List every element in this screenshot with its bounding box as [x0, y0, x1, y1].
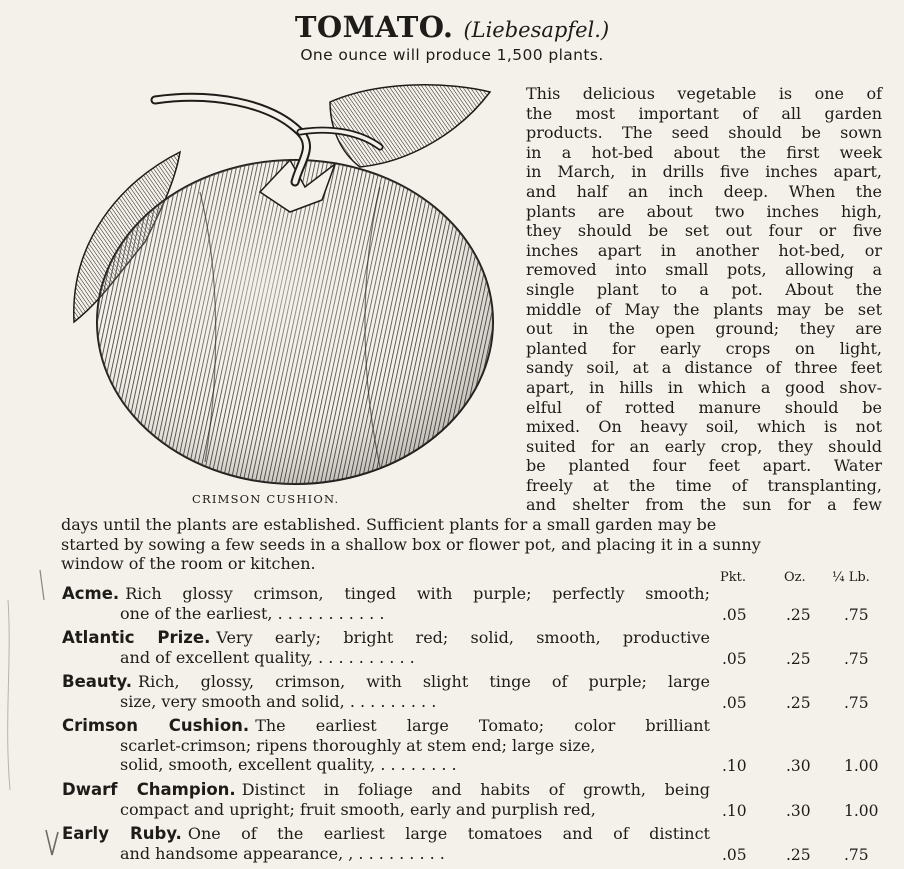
variety-first-line	[62, 716, 710, 736]
variety-entry	[62, 584, 710, 623]
variety-description: Very early; bright red; solid, smooth, productive	[216, 628, 710, 647]
price-oz: .30	[786, 757, 811, 776]
header-oz: Oz.	[784, 570, 806, 585]
description-line: middle of May the plants may be set	[526, 299, 882, 319]
variety-continuation: and of excellent quality, . . . . . . . . . .	[120, 647, 415, 667]
price-oz: .25	[786, 605, 811, 624]
variety-name: Atlantic Prize.	[62, 628, 211, 647]
price-pkt: .05	[722, 605, 747, 624]
price-oz: .25	[786, 649, 811, 668]
price-pkt: .05	[722, 649, 747, 668]
description-line: removed into small pots, allowing a	[526, 260, 882, 280]
description-line: freely at the time of transplanting,	[526, 475, 882, 495]
variety-first-line	[62, 824, 710, 844]
title-line	[0, 10, 904, 44]
variety-name: Dwarf Champion.	[62, 780, 236, 799]
variety-name: Beauty.	[62, 672, 133, 691]
description-line: sandy soil, at a distance of three feet	[526, 358, 882, 378]
variety-description: Distinct in foliage and habits of growth, being	[241, 780, 710, 799]
price-lb: .75	[844, 845, 869, 864]
description-line: planted for early crops on light,	[526, 338, 882, 358]
description-line: inches apart in another hot-bed, or	[526, 240, 882, 260]
description-line: plants are about two inches high,	[526, 201, 882, 221]
variety-first-line	[62, 628, 710, 648]
pencil-marks-icon	[0, 460, 60, 869]
variety-continuation: size, very smooth and solid, . . . . . . . . .	[120, 691, 437, 711]
page-title: TOMATO.	[294, 10, 454, 44]
variety-entry	[62, 628, 710, 667]
variety-name: Acme.	[62, 584, 120, 603]
variety-continuation: solid, smooth, excellent quality, . . . . . . . .	[120, 755, 457, 775]
variety-continuation: scarlet-crimson; ripens thoroughly at stem end; large size,	[120, 735, 596, 755]
variety-description: Rich glossy crimson, tinged with purple; perfectly smooth;	[125, 584, 710, 603]
variety-first-line	[62, 584, 710, 604]
description-line: and half an inch deep. When the	[526, 181, 882, 201]
variety-first-line	[62, 780, 710, 800]
header-quarter-lb: ¼ Lb.	[832, 570, 870, 585]
price-pkt: .10	[722, 757, 747, 776]
price-pkt: .05	[722, 693, 747, 712]
description-continuation	[61, 515, 883, 574]
description-text	[526, 84, 882, 515]
tomato-engraving-icon	[60, 72, 510, 492]
subtitle: One ounce will produce 1,500 plants.	[300, 46, 604, 64]
description-line: This delicious vegetable is one of	[526, 84, 882, 103]
header-pkt: Pkt.	[720, 570, 746, 585]
variety-description: One of the earliest large tomatoes and of distinct	[187, 824, 710, 843]
description-line: in March, in drills five inches apart,	[526, 162, 882, 182]
variety-entry	[62, 824, 710, 863]
continuation-line: started by sowing a few seeds in a shallow box or flower pot, and placing it in a sunny	[61, 534, 761, 554]
price-oz: .25	[786, 845, 811, 864]
description-line: out in the open ground; they are	[526, 319, 882, 339]
variety-name: Early Ruby.	[62, 824, 182, 843]
description-line: mixed. On heavy soil, which is not	[526, 417, 882, 437]
illustration-caption: CRIMSON CUSHION.	[192, 492, 340, 506]
continuation-line: window of the room or kitchen.	[61, 554, 316, 574]
price-oz: .25	[786, 693, 811, 712]
description-line: products. The seed should be sown	[526, 123, 882, 143]
description-line: and shelter from the sun for a few	[526, 495, 882, 515]
price-lb: .75	[844, 605, 869, 624]
price-pkt: .10	[722, 801, 747, 820]
variety-entry	[62, 716, 710, 775]
variety-continuation: compact and upright; fruit smooth, early and purplish red,	[120, 799, 596, 819]
description-line: they should be set out four or five	[526, 221, 882, 241]
variety-continuation: and handsome appearance, , . . . . . . . . .	[120, 843, 445, 863]
description-line: suited for an early crop, they should	[526, 436, 882, 456]
variety-entry	[62, 672, 710, 711]
price-lb: 1.00	[844, 757, 879, 776]
price-oz: .30	[786, 801, 811, 820]
description-line: the most important of all garden	[526, 103, 882, 123]
latin-name: (Liebesapfel.)	[463, 18, 610, 42]
price-lb: .75	[844, 693, 869, 712]
price-lb: .75	[844, 649, 869, 668]
continuation-line: days until the plants are established. Sufficient plants for a small garden may be	[61, 515, 717, 534]
variety-entry	[62, 780, 710, 819]
description-line: elful of rotted manure should be	[526, 397, 882, 417]
price-lb: 1.00	[844, 801, 879, 820]
description-line: single plant to a pot. About the	[526, 279, 882, 299]
variety-description: Rich, glossy, crimson, with slight tinge of purple; large	[138, 672, 710, 691]
variety-description: The earliest large Tomato; color brilliant	[255, 716, 710, 735]
variety-continuation: one of the earliest, . . . . . . . . . . .	[120, 603, 385, 623]
variety-name: Crimson Cushion.	[62, 716, 250, 735]
price-pkt: .05	[722, 845, 747, 864]
variety-first-line	[62, 672, 710, 692]
description-line: be planted four feet apart. Water	[526, 456, 882, 476]
description-line: apart, in hills in which a good shov-	[526, 377, 882, 397]
description-line: in a hot-bed about the first week	[526, 142, 882, 162]
